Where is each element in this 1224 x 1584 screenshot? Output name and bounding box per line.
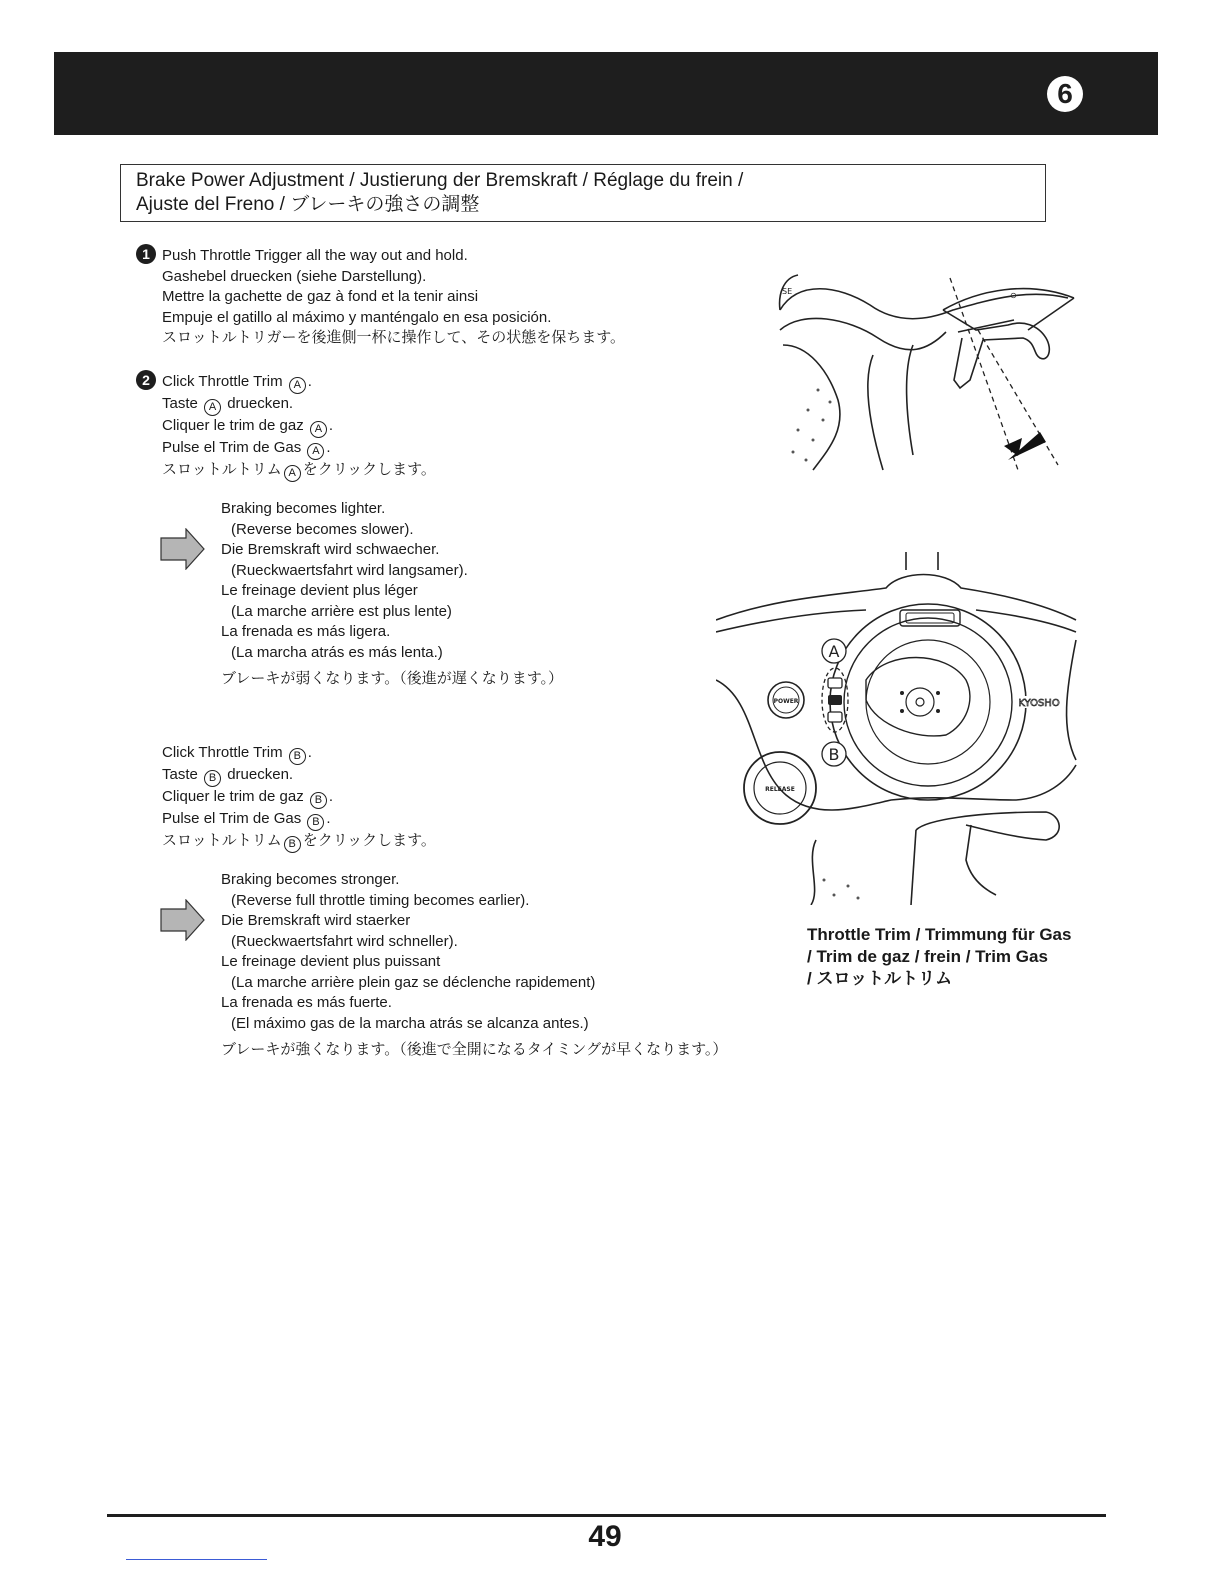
step-1-number: 1 (136, 244, 156, 264)
result-b-line: Die Bremskraft wird staerker (221, 912, 411, 929)
step-1-line-en: Push Throttle Trigger all the way out and hold. (162, 247, 468, 264)
result-a-line: (La marcha atrás es más lenta.) (231, 643, 443, 661)
trigger-push-illustration (778, 270, 1078, 475)
section-title-line-1: Brake Power Adjustment / Justierung der Bremskraft / Réglage du frein / (136, 170, 744, 191)
result-arrow-icon (160, 899, 206, 941)
trim-a-symbol: A (204, 399, 221, 416)
svg-text:⊙: ⊙ (1010, 291, 1017, 300)
step-3-line-es: Pulse el Trim de Gas B . (162, 809, 436, 831)
result-arrow-icon (160, 528, 206, 570)
result-b-line: La frenada es más fuerte. (221, 994, 392, 1011)
result-a-line: (La marche arrière est plus lente) (231, 602, 452, 620)
section-title-box (120, 164, 1046, 222)
section-number-badge: 6 (1047, 76, 1083, 112)
step-2-line-ja: スロットルトリム A をクリックします。 (162, 460, 436, 482)
result-a-line: La frenada es más ligera. (221, 623, 391, 640)
step-1-line-de: Gashebel druecken (siehe Darstellung). (162, 267, 427, 285)
trim-b-symbol: B (310, 792, 327, 809)
step-1-text (162, 246, 625, 349)
section-header-bar (54, 52, 1158, 135)
caption-line-1: Throttle Trim / Trimmung für Gas (807, 925, 1072, 944)
step-1-line-ja: スロットルトリガーを後進側一杯に操作して、その状態を保ちます。 (162, 329, 626, 346)
result-b-line: (Reverse full throttle timing becomes earlier). (231, 891, 530, 909)
trim-a-label: A (828, 642, 840, 661)
brand-logo-label: KYOSHO (1018, 698, 1060, 709)
trim-b-symbol: B (289, 748, 306, 765)
section-title-line-2: Ajuste del Freno / ブレーキの強さの調整 (136, 194, 480, 215)
result-a-line-ja: ブレーキが弱くなります。（後進が遅くなります。） (221, 670, 564, 687)
footer-link-rule (126, 1559, 267, 1560)
step-2-line-fr: Cliquer le trim de gaz A . (162, 416, 436, 438)
caption-line-3: / スロットルトリム (807, 969, 953, 988)
result-a-line: Le freinage devient plus léger (221, 582, 418, 599)
step-3-text (162, 743, 436, 853)
trim-b-symbol: B (284, 836, 301, 853)
step-1-line-fr: Mettre la gachette de gaz à fond et la tenir ainsi (162, 288, 479, 305)
result-b-text (221, 870, 727, 1061)
result-a-line: (Rueckwaertsfahrt wird langsamer). (231, 561, 468, 579)
trim-b-symbol: B (307, 814, 324, 831)
result-b-line: (El máximo gas de la marcha atrás se alcanza antes.) (231, 1014, 589, 1032)
result-a-line: Die Bremskraft wird schwaecher. (221, 541, 440, 558)
trim-a-symbol: A (310, 421, 327, 438)
step-3-line-en: Click Throttle Trim B . (162, 743, 436, 765)
caption-line-2: / Trim de gaz / frein / Trim Gas (807, 947, 1048, 966)
step-2-text (162, 372, 436, 482)
step-2-number: 2 (136, 370, 156, 390)
step-2-line-de: Taste A druecken. (162, 394, 436, 416)
footer-rule (107, 1514, 1106, 1517)
result-b-line: (Rueckwaertsfahrt wird schneller). (231, 932, 458, 950)
step-1-line-es: Empuje el gatillo al máximo y manténgalo en esa posición. (162, 308, 552, 326)
trim-a-symbol: A (307, 443, 324, 460)
transmitter-illustration (716, 550, 1078, 905)
trim-b-label: B (828, 745, 840, 764)
result-b-line: Braking becomes stronger. (221, 871, 400, 888)
result-b-line-ja: ブレーキが強くなります。（後進で全開になるタイミングが早くなります。） (221, 1041, 728, 1058)
result-b-line: Le freinage devient plus puissant (221, 953, 441, 970)
step-3-line-fr: Cliquer le trim de gaz B . (162, 787, 436, 809)
illustration-caption (807, 924, 1071, 990)
page-number: 49 (588, 1520, 622, 1553)
result-a-line: (Reverse becomes slower). (231, 520, 414, 538)
step-3-line-de: Taste B druecken. (162, 765, 436, 787)
step-2-line-es: Pulse el Trim de Gas A . (162, 438, 436, 460)
result-b-line: (La marche arrière plein gaz se déclenche rapidement) (231, 973, 596, 991)
trim-a-symbol: A (289, 377, 306, 394)
trim-a-symbol: A (284, 465, 301, 482)
power-button-label: POWER (773, 698, 799, 705)
release-button-label: RELEASE (765, 786, 795, 793)
result-a-text (221, 499, 563, 690)
trim-b-symbol: B (204, 770, 221, 787)
step-2-line-en: Click Throttle Trim A . (162, 372, 436, 394)
result-a-line: Braking becomes lighter. (221, 500, 386, 517)
step-3-line-ja: スロットルトリム B をクリックします。 (162, 831, 436, 853)
svg-text:SE: SE (782, 287, 793, 296)
